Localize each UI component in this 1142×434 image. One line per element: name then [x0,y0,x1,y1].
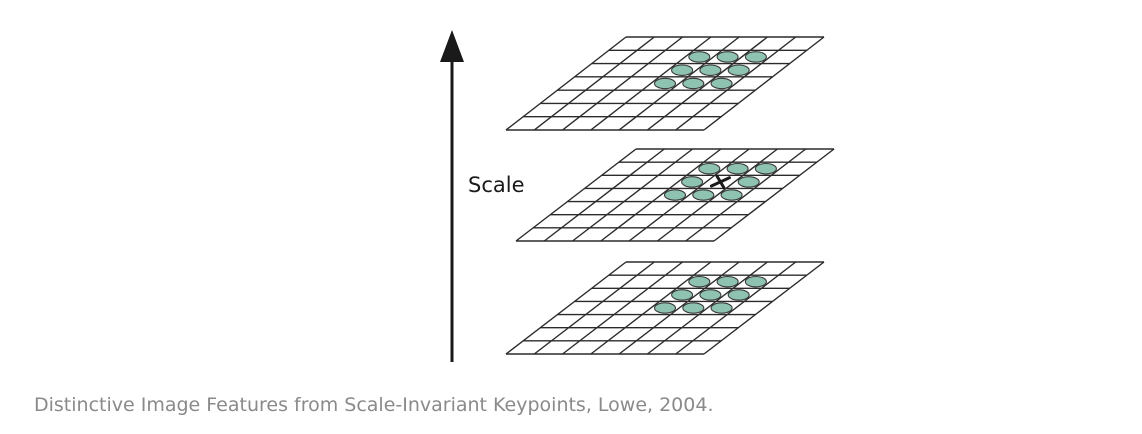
layer-scale-current [516,149,834,241]
neighbor-sample-marker [655,303,676,313]
neighbor-sample-marker [700,290,721,300]
neighbor-sample-marker [699,164,720,174]
neighbor-sample-marker [682,177,703,187]
neighbor-sample-marker [683,303,704,313]
neighbor-sample-marker [689,52,710,62]
neighbor-sample-marker [721,190,742,200]
neighbor-sample-marker [689,277,710,287]
neighbor-sample-marker [738,177,759,187]
neighbor-sample-marker [755,164,776,174]
neighbor-sample-marker [665,190,686,200]
neighbor-sample-marker [728,290,749,300]
scale-layers [506,37,834,354]
neighbor-sample-marker [728,65,749,75]
neighbor-sample-marker [711,78,732,88]
neighbor-sample-marker [672,65,693,75]
neighbor-sample-marker [655,78,676,88]
neighbor-sample-marker [683,78,704,88]
scale-axis-label: Scale [468,173,525,197]
scale-axis-arrowhead [440,30,464,62]
neighbor-sample-marker [693,190,714,200]
neighbor-sample-marker [745,277,766,287]
neighbor-sample-marker [717,52,738,62]
neighbor-sample-marker [717,277,738,287]
neighbor-sample-marker [727,164,748,174]
neighbor-sample-marker [672,290,693,300]
layer-scale-above [506,37,824,130]
neighbor-sample-marker [745,52,766,62]
neighbor-sample-marker [711,303,732,313]
layer-scale-below [506,262,824,354]
citation-caption: Distinctive Image Features from Scale-Invariant Keypoints, Lowe, 2004. [34,394,714,416]
neighbor-sample-marker [700,65,721,75]
scale-axis [440,30,525,362]
